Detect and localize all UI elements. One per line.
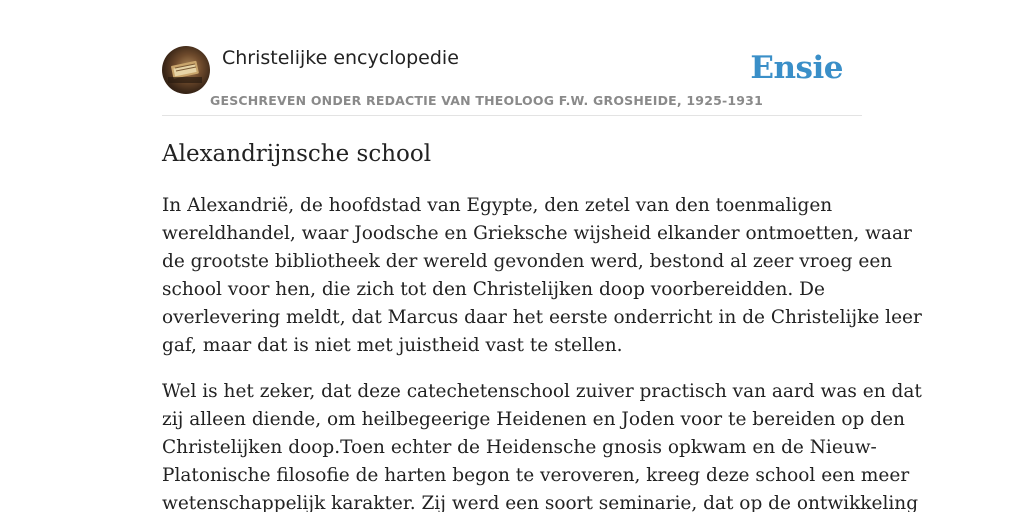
article-paragraph-1 <box>162 192 922 360</box>
ensie-logo-link[interactable]: Ensie <box>750 50 843 86</box>
article <box>162 138 922 512</box>
site-title[interactable]: Christelijke encyclopedie <box>222 47 459 69</box>
site-subtitle: GESCHREVEN ONDER REDACTIE VAN THEOLOOG F.W. GROSHEIDE, 1925-1931 <box>210 93 763 108</box>
paragraph-line: wereldhandel, waar Joodsche en Grieksche wijsheid elkander ontmoetten, waar <box>162 223 912 244</box>
paragraph-line: Wel is het zeker, dat deze catechetenschool zuiver practisch van aard was en dat <box>162 381 922 402</box>
paragraph-line: zij alleen diende, om heilbegeerige Heidenen en Joden voor te bereiden op den <box>162 409 905 430</box>
book-photo-icon <box>162 46 210 94</box>
paragraph-line: Platonische filosofie de harten begon te veroveren, kreeg deze school een meer <box>162 465 910 486</box>
article-title: Alexandrijnsche school <box>162 141 432 167</box>
paragraph-line: gaf, maar dat is niet met juistheid vast te stellen. <box>162 335 623 356</box>
paragraph-line: wetenschappelijk karakter. Zij werd een soort seminarie, dat op de ontwikkeling <box>162 493 919 512</box>
site-avatar[interactable] <box>162 46 210 94</box>
paragraph-line: de grootste bibliotheek der wereld gevonden werd, bestond al zeer vroeg een <box>162 251 893 272</box>
paragraph-line: overlevering meldt, dat Marcus daar het eerste onderricht in de Christelijke leer <box>162 307 922 328</box>
paragraph-line: In Alexandrië, de hoofdstad van Egypte, den zetel van den toenmaligen <box>162 195 833 216</box>
header-divider <box>162 115 862 116</box>
paragraph-line: Christelijken doop.Toen echter de Heidensche gnosis opkwam en de Nieuw- <box>162 437 877 458</box>
article-paragraph-2 <box>162 378 922 512</box>
paragraph-line: school voor hen, die zich tot den Christelijken doop voorbereidden. De <box>162 279 825 300</box>
site-header <box>162 46 862 116</box>
